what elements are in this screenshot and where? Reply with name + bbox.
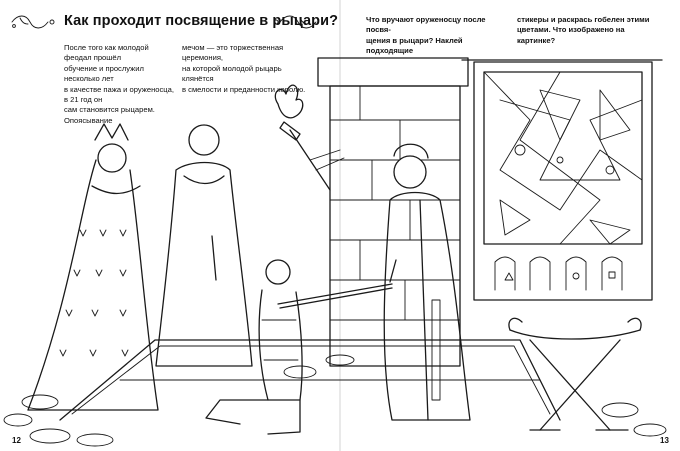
task-text-column-2: стикеры и раскрась гобелен этими цветами. Что изображено на картинке?: [517, 15, 650, 45]
page-title: Как проходит посвящение в рыцари?: [64, 13, 339, 29]
squire-figure: [206, 260, 302, 434]
stone-wall: [318, 58, 468, 366]
lady-figure: [28, 124, 158, 410]
page-number-left: 12: [12, 436, 21, 445]
wall-torch: [275, 85, 344, 190]
intro-text-column-2: мечом — это торжественная церемония, на которой молодой рыцарь клянётся в смелости и преданности королю.: [182, 43, 306, 94]
task-text-column-1: Что вручают оруженосцу после посвя- щения в рыцари? Наклей подходящие: [366, 15, 486, 56]
king-figure: [278, 144, 470, 420]
page-number-right: 13: [660, 436, 669, 445]
intro-text-column-1: После того как молодой феодал прошёл обучение и прослужил несколько лет в качестве пажа и оруженосца, в 21 год он сам становится рыцарем. Опоясывание: [64, 43, 174, 125]
tapestry: [462, 60, 662, 300]
monk-figure: [156, 125, 252, 366]
floor-rug: [60, 340, 560, 420]
